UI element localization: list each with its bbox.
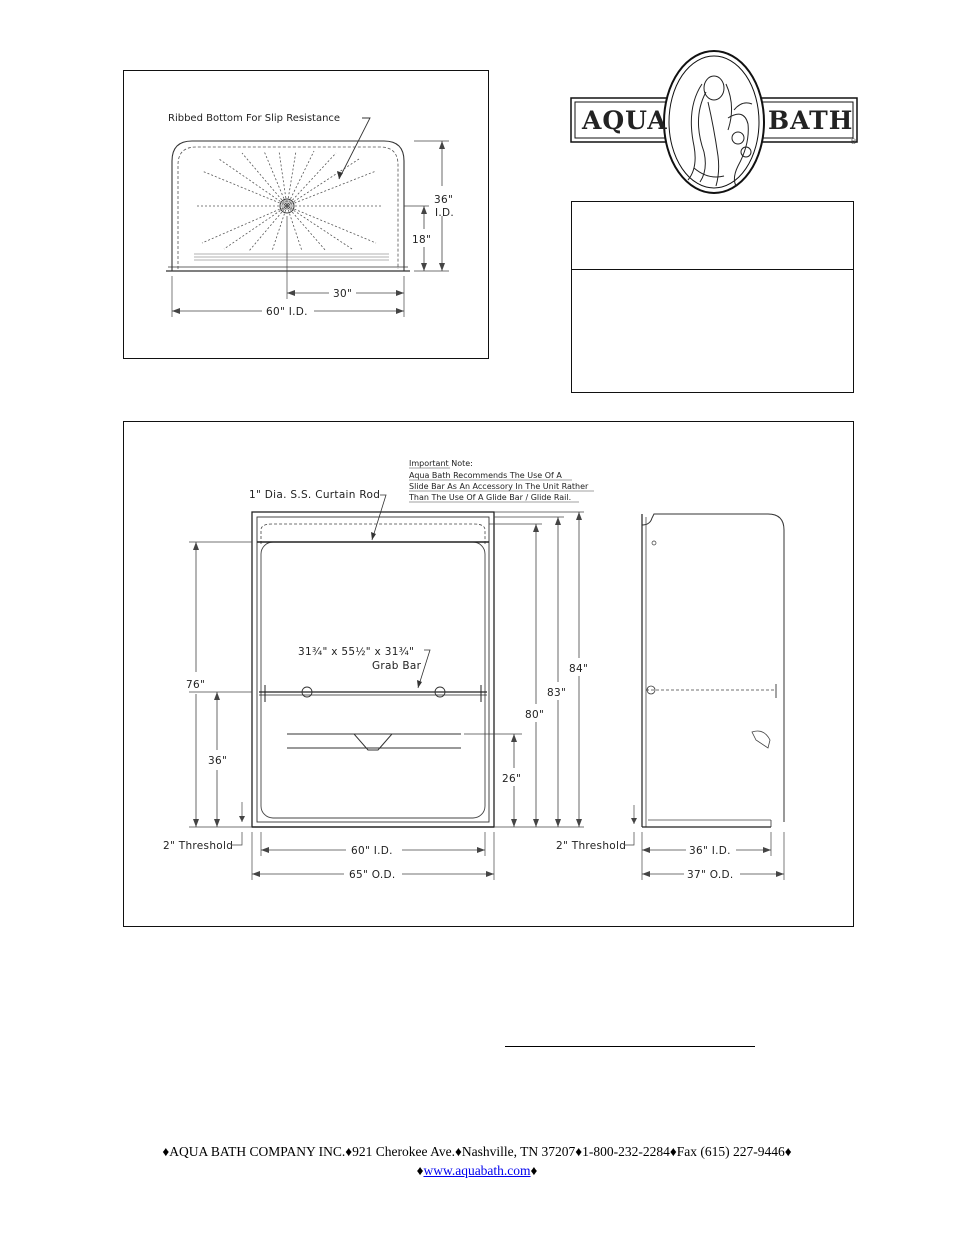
diamond-glyph: ♦ (416, 1163, 424, 1178)
footer-web-line (0, 1161, 954, 1180)
dim-36-id: 36" I.D. (689, 845, 731, 857)
aqua-bath-logo (568, 48, 860, 198)
plan-view-drawing (123, 70, 489, 359)
diamond-glyph: ♦ (454, 1144, 462, 1159)
dim-60-id: 60" I.D. (351, 845, 393, 857)
dim-80: 80" (525, 709, 545, 721)
diamond-glyph: ♦ (345, 1144, 353, 1159)
threshold-front: 2" Threshold (163, 840, 234, 852)
footer-address: 921 Cherokee Ave. (352, 1144, 455, 1159)
signature-line (505, 1046, 755, 1047)
elevation-svg (124, 422, 852, 925)
registered-mark: ® (850, 138, 857, 146)
dim-65-od: 65" O.D. (349, 869, 396, 881)
dim-84: 84" (569, 663, 589, 675)
diamond-glyph: ♦ (669, 1144, 677, 1159)
dim-36-front: 36" (208, 755, 228, 767)
diamond-glyph: ♦ (784, 1144, 792, 1159)
dim-half-width-30: 30" (333, 288, 353, 300)
dim-depth-unit: I.D. (435, 207, 455, 219)
plan-view-svg (124, 71, 487, 357)
info-box-divider (572, 269, 853, 270)
note-line-2: Slide Bar As An Accessory In The Unit Rather (409, 482, 589, 491)
diamond-glyph: ♦ (530, 1163, 538, 1178)
grab-bar-size: 31¾" x 55½" x 31¾" (298, 646, 415, 658)
note-line-1: Aqua Bath Recommends The Use Of A (409, 471, 562, 480)
company-footer (0, 1142, 954, 1180)
dim-37-od: 37" O.D. (687, 869, 734, 881)
footer-fax: Fax (615) 227-9446 (676, 1144, 785, 1159)
threshold-side: 2" Threshold (556, 840, 627, 852)
footer-company: AQUA BATH COMPANY INC. (169, 1144, 346, 1159)
model-info-box (571, 201, 854, 393)
ribbed-bottom-label: Ribbed Bottom For Slip Resistance (168, 113, 341, 124)
grab-bar-label: Grab Bar (372, 660, 422, 672)
footer-phone: 1-800-232-2284 (582, 1144, 670, 1159)
footer-contact-line (0, 1142, 954, 1161)
dim-26: 26" (502, 773, 522, 785)
logo-word-aqua: AQUA (582, 106, 668, 135)
elevation-drawing (123, 421, 854, 927)
website-link[interactable]: www.aquabath.com (423, 1163, 531, 1178)
logo-word-bath: BATH (768, 106, 854, 135)
note-line-3: Than The Use Of A Glide Bar / Glide Rail. (409, 493, 572, 502)
note-title: Important Note: (409, 459, 473, 468)
dim-width-60: 60" I.D. (266, 306, 308, 318)
dim-depth-36: 36" (434, 194, 454, 206)
curtain-rod-label: 1" Dia. S.S. Curtain Rod (249, 489, 381, 501)
diamond-glyph: ♦ (575, 1144, 583, 1159)
diamond-glyph: ♦ (162, 1144, 170, 1159)
dim-83: 83" (547, 687, 567, 699)
dim-76: 76" (186, 679, 206, 691)
dim-half-depth-18: 18" (412, 234, 432, 246)
footer-city: Nashville, TN 37207 (461, 1144, 576, 1159)
